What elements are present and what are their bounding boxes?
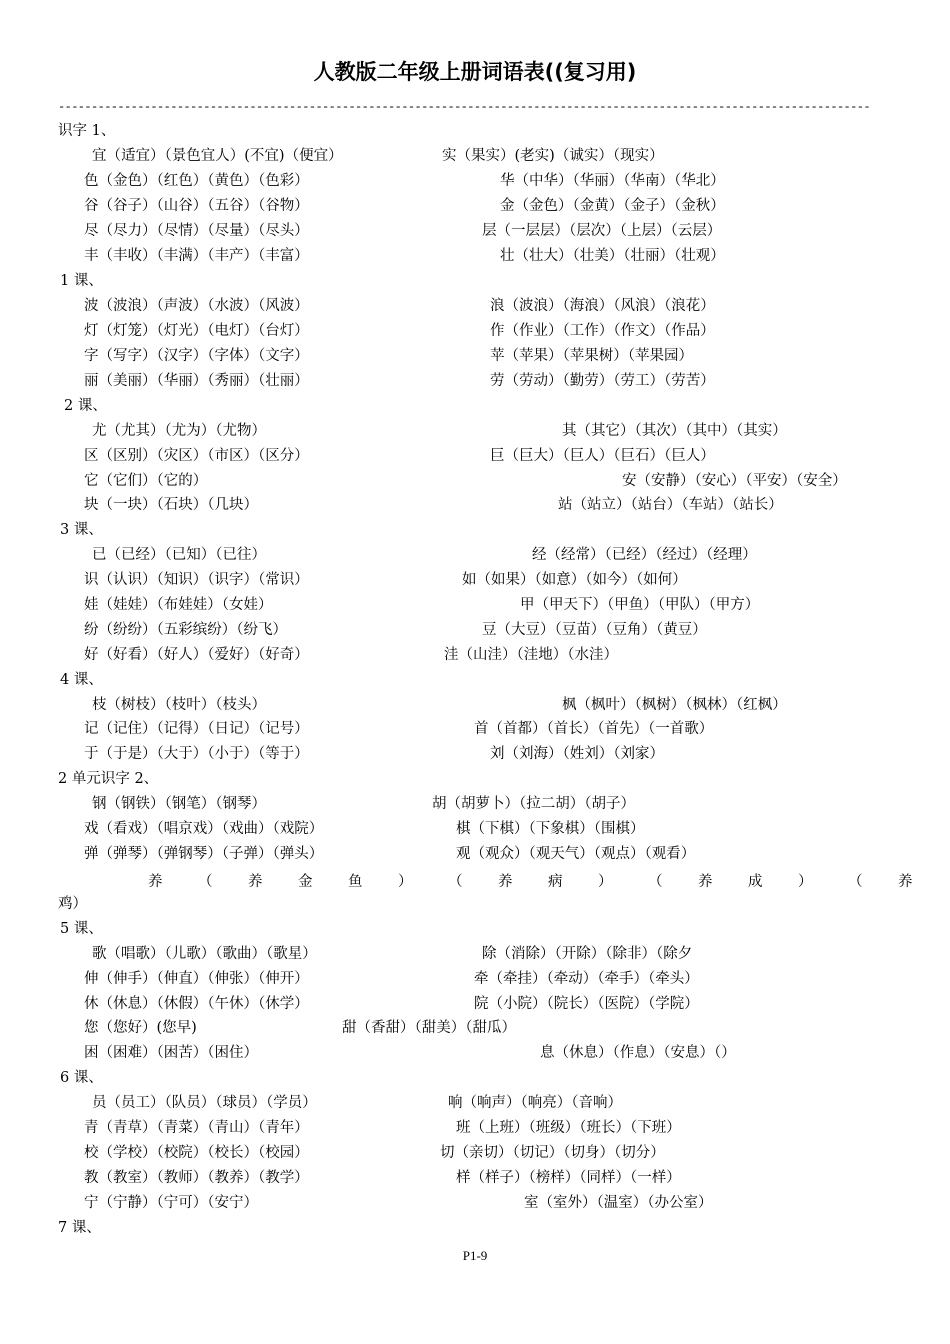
- vocab-line: 块（一块）（石块）（几块）: [84, 497, 258, 513]
- vocab-line: 壮（壮大）（壮美）（壮丽）（壮观）: [500, 248, 725, 264]
- vocab-line: 除（消除）（开除）（除非）（除夕: [482, 946, 693, 962]
- vocab-line: 丰（丰收）（丰满）（丰产）（丰富）: [84, 248, 309, 264]
- vocab-line: 伸（伸手）（伸直）（伸张）（伸开）: [84, 971, 309, 987]
- vocab-line: 字（写字）（汉字）（字体）（文字）: [84, 348, 309, 364]
- vocab-line: 作（作业）（工作）（作文）（作品）: [490, 323, 715, 339]
- justified-char: 金: [298, 874, 313, 890]
- vocab-line: 豆（大豆）（豆苗）（豆角）（黄豆）: [482, 622, 707, 638]
- vocab-line: 灯（灯笼）（灯光）（电灯）（台灯）: [84, 323, 309, 339]
- justified-char: 养: [148, 874, 163, 890]
- vocab-line: 首（首都）（首长）（首先）（一首歌）: [474, 721, 714, 737]
- vocab-line: 色（金色）（红色）（黄色）（色彩）: [84, 173, 309, 189]
- vocab-line: 波（波浪）（声波）（水波）（风波）: [84, 298, 309, 314]
- justified-char: 鱼: [348, 874, 363, 890]
- justified-char: （: [648, 874, 663, 890]
- justified-char: 养: [898, 874, 913, 890]
- vocab-line: 它（它们）（它的）: [84, 473, 208, 489]
- vocab-line: 枫（枫叶）（枫树）（枫林）（红枫）: [562, 697, 787, 713]
- vocab-line: 实（果实）(老实)（诚实）（现实）: [442, 148, 664, 164]
- vocab-line: 班（上班）（班级）（班长）（下班）: [456, 1120, 681, 1136]
- vocab-line: 宁（宁静）（宁可）（安宁）: [84, 1195, 258, 1211]
- justified-char: ）: [798, 874, 813, 890]
- vocab-line: 弹（弹琴）（弹钢琴）（子弹）（弹头）: [84, 846, 324, 862]
- justified-char: 养: [248, 874, 263, 890]
- vocab-line: 丽（美丽）（华丽）（秀丽）（壮丽）: [84, 373, 309, 389]
- vocab-line: 教（教室）（教师）（教养）（教学）: [84, 1170, 309, 1186]
- vocab-line: 6 课、: [60, 1070, 103, 1086]
- vocab-line: 您（您好）(您早): [84, 1020, 197, 1036]
- vocab-line: 样（样子）（榜样）（同样）（一样）: [456, 1170, 681, 1186]
- vocab-line: 已（已经）（已知）（已往）: [92, 547, 266, 563]
- vocab-line: 2 课、: [64, 398, 107, 414]
- vocab-line: 歌（唱歌）（儿歌）（歌曲）（歌星）: [92, 946, 317, 962]
- vocab-line: 娃（娃娃）（布娃娃）（女娃）: [84, 597, 273, 613]
- justified-char: ）: [398, 874, 413, 890]
- justified-char: 养: [698, 874, 713, 890]
- justified-char: （: [198, 874, 213, 890]
- vocab-line: 7 课、: [58, 1220, 101, 1236]
- vocab-line: 员（员工）（队员）（球员）（学员）: [92, 1095, 317, 1111]
- vocab-line: 响（响声）（响亮）（音响）: [448, 1095, 622, 1111]
- vocab-line: 尤（尤其）（尤为）（尤物）: [92, 423, 266, 439]
- vocab-line: 息（休息）（作息）（安息）（）: [540, 1045, 736, 1061]
- vocab-line: 纷（纷纷）（五彩缤纷）（纷飞）: [84, 622, 287, 638]
- vocab-line: 记（记住）（记得）（日记）（记号）: [84, 721, 309, 737]
- vocab-line: 困（困难）（困苦）（困住）: [84, 1045, 258, 1061]
- vocab-line: 戏（看戏）（唱京戏）（戏曲）（戏院）: [84, 821, 324, 837]
- justified-char: 成: [748, 874, 763, 890]
- vocab-line: 于（于是）（大于）（小于）（等于）: [84, 746, 309, 762]
- vocab-line: 鸡）: [58, 896, 87, 912]
- vocab-line: 其（其它）（其次）（其中）（其实）: [562, 423, 787, 439]
- vocab-line: 劳（劳动）（勤劳）（劳工）（劳苦）: [490, 373, 715, 389]
- vocab-line: 识（认识）（知识）（识字）（常识）: [84, 572, 309, 588]
- vocab-line: 华（中华）（华丽）（华南）（华北）: [500, 173, 725, 189]
- vocab-line: 甜（香甜）（甜美）（甜瓜）: [342, 1020, 516, 1036]
- vocab-line: 校（学校）（校院）（校长）（校园）: [84, 1145, 309, 1161]
- vocab-line: 钢（钢铁）（钢笔）（钢琴）: [92, 796, 266, 812]
- vocab-line: 切（亲切）（切记）（切身）（切分）: [440, 1145, 665, 1161]
- vocab-line: 层（一层层）（层次）（上层）（云层）: [482, 223, 722, 239]
- justified-char: （: [448, 874, 463, 890]
- vocab-line: 尽（尽力）（尽情）（尽量）（尽头）: [84, 223, 309, 239]
- vocab-line: 浪（波浪）（海浪）（风浪）（浪花）: [490, 298, 715, 314]
- vocab-line: 青（青草）（青菜）（青山）（青年）: [84, 1120, 309, 1136]
- vocab-line: 观（观众）（观天气）（观点）（观看）: [456, 846, 696, 862]
- vocab-line: 室（室外）（温室）（办公室）: [524, 1195, 713, 1211]
- vocab-line: 好（好看）（好人）（爱好）（好奇）: [84, 647, 309, 663]
- vocab-line: 经（经常）（已经）（经过）（经理）: [532, 547, 757, 563]
- vocab-line: 宜（适宜）（景色宜人）(不宜)（便宜）: [92, 148, 343, 164]
- vocab-line: 金（金色）（金黄）（金子）（金秋）: [500, 198, 725, 214]
- vocab-line: 休（休息）（休假）（午休）（休学）: [84, 996, 309, 1012]
- vocab-line: 如（如果）（如意）（如今）（如何）: [462, 572, 687, 588]
- page-title: 人教版二年级上册词语表((复习用): [313, 60, 637, 84]
- justified-char: 病: [548, 874, 563, 890]
- vocab-line: 刘（刘海）（姓刘）（刘家）: [490, 746, 664, 762]
- vocab-line: 棋（下棋）（下象棋）（围棋）: [456, 821, 645, 837]
- vocab-line: 院（小院）（院长）（医院）（学院）: [474, 996, 699, 1012]
- vocab-line: 2 单元识字 2、: [58, 771, 159, 787]
- justified-char: ）: [598, 874, 613, 890]
- justified-char: 养: [498, 874, 513, 890]
- vocab-line: 4 课、: [60, 672, 103, 688]
- vocab-line: 区（区别）（灾区）（市区）（区分）: [84, 448, 309, 464]
- vocab-line: 巨（巨大）（巨人）（巨石）（巨人）: [490, 448, 715, 464]
- vocab-line: 甲（甲天下）（甲鱼）（甲队）（甲方）: [520, 597, 760, 613]
- vocab-line: 胡（胡萝卜）（拉二胡）（胡子）: [432, 796, 635, 812]
- vocab-line: 识字 1、: [58, 123, 116, 139]
- vocab-line: 站（站立）（站台）（车站）（站长）: [558, 497, 783, 513]
- vocab-line: 枝（树枝）（枝叶）（枝头）: [92, 697, 266, 713]
- page-number: P1-9: [462, 1248, 488, 1263]
- vocab-line: 苹（苹果）（苹果树）（苹果园）: [490, 348, 693, 364]
- vocab-line: 3 课、: [60, 522, 103, 538]
- justified-char: （: [848, 874, 863, 890]
- vocab-line: 洼（山洼）（洼地）（水洼）: [444, 647, 618, 663]
- vocab-line: 5 课、: [60, 921, 103, 937]
- vocab-line: 安（安静）（安心）（平安）（安全）: [622, 473, 847, 489]
- vocab-line: 谷（谷子）（山谷）（五谷）（谷物）: [84, 198, 309, 214]
- vocab-line: 1 课、: [60, 273, 103, 289]
- divider-line: ---------------------------------------------------------------------------------------------------------------------------: [58, 100, 870, 114]
- vocab-line: 牵（牵挂）（牵动）（牵手）（牵头）: [474, 971, 699, 987]
